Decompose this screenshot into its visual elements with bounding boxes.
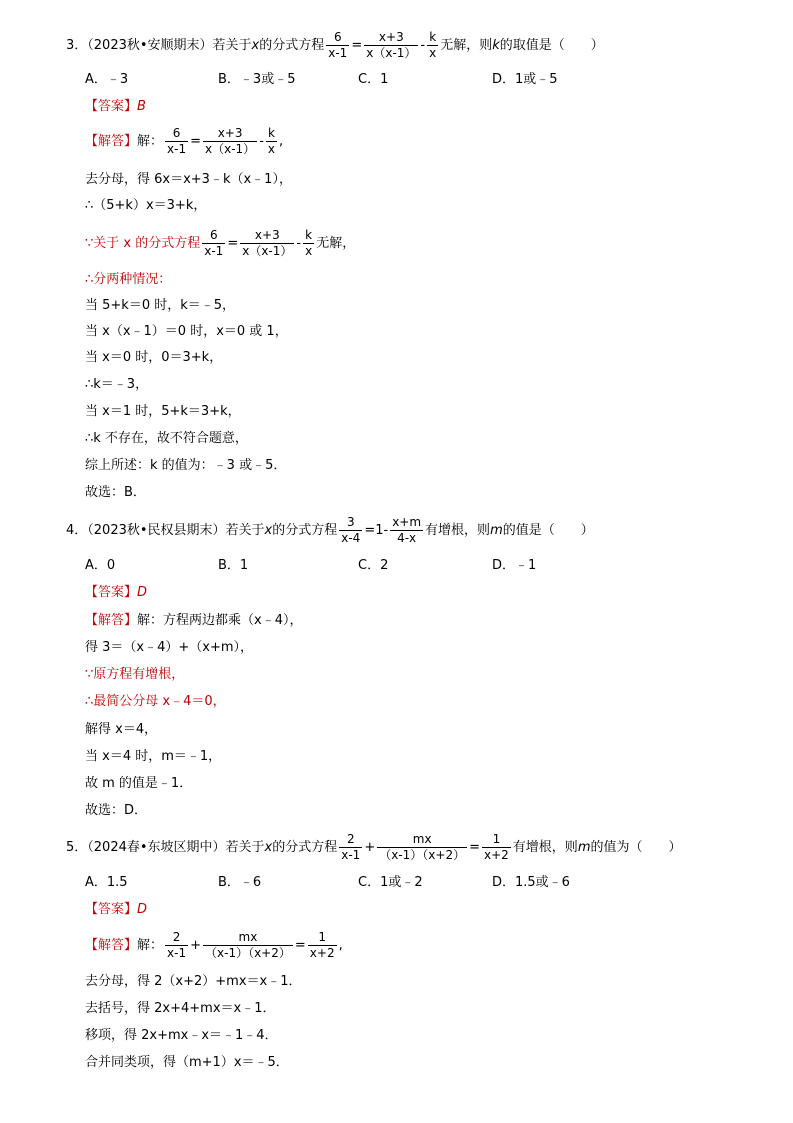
- q5-head: 5．（2024春•东坡区期中）若关于: [66, 840, 265, 855]
- q5-option-b: B．﹣6: [218, 875, 262, 890]
- q4-step-2: 得 3＝（x﹣4）+（x+m），: [85, 640, 254, 655]
- q5-step-3: 移项，得 2x+mx﹣x＝﹣1﹣4．: [85, 1028, 278, 1043]
- q3-option-d: D．1或﹣5: [492, 72, 558, 87]
- q4-tail2: 的值是（ ）: [502, 523, 594, 538]
- var-x: x: [251, 38, 260, 53]
- q5-tail2: 的值为（ ）: [590, 840, 682, 855]
- q3-tail2: 的取值是（ ）: [499, 38, 604, 53]
- q4-step-8: 故选：D．: [85, 803, 148, 818]
- q4-answer: 【答案】D: [85, 585, 148, 600]
- question-4-stem: [66, 515, 594, 545]
- q3-step-5: 当 5+k＝0 时，k＝﹣5，: [85, 298, 236, 313]
- q5-step-4: 合并同类项，得（m+1）x＝﹣5．: [85, 1055, 289, 1070]
- q4-head: 4．（2023秋•民权县期末）若关于: [66, 523, 265, 538]
- q4-option-a: A．0: [85, 558, 116, 573]
- q3-step-8: ∴k＝﹣3，: [85, 377, 149, 392]
- q3-option-a: A．﹣3: [85, 72, 129, 87]
- var-m: m: [577, 840, 591, 855]
- q3-answer: 【答案】B: [85, 99, 146, 114]
- q5-mid: 的分式方程: [272, 840, 338, 855]
- q3-step-12: 故选：B．: [85, 485, 146, 500]
- q4-option-c: C．2: [358, 558, 389, 573]
- var-x: x: [264, 523, 273, 538]
- q4-frac1: $\frac{3}{x-4}$: [341, 515, 361, 545]
- q5-solution-head: 【解答】解： $\frac{2}{x-1}$ + $\frac{mx}{(x-1)(x+2)}$ = $\frac{1}{x+2}$ ,: [85, 930, 343, 960]
- q3-step-9: 当 x＝1 时，5+k＝3+k，: [85, 404, 241, 419]
- q4-step-7: 故 m 的值是﹣1．: [85, 776, 193, 791]
- q3-option-b: B．﹣3或﹣5: [218, 72, 296, 87]
- q5-tail: 有增根，则: [512, 840, 578, 855]
- q3-step-3: ∵关于 x 的分式方程 $\frac{6}{x-1}$ = $\frac{x+3}{x(x-1)}$ - $\frac{k}{x}$ 无解，: [85, 228, 356, 258]
- q4-frac2: $\frac{x+m}{4-x}$: [392, 515, 422, 545]
- q3-solution-head: 【解答】解： $\frac{6}{x-1}$ = $\frac{x+3}{x(x-1)}$ - $\frac{k}{x}$ ,: [85, 126, 284, 156]
- q3-frac3: $\frac{k}{x}$: [429, 30, 437, 60]
- q3-step-4: ∴分两种情况：: [85, 272, 172, 287]
- q5-frac3: $\frac{1}{x+2}$: [484, 832, 509, 862]
- var-m: m: [490, 523, 503, 538]
- var-x: x: [264, 840, 273, 855]
- question-5-stem: 5．（2024春•东坡区期中）若关于x的分式方程 $\frac{2}{x-1}$ + $\frac{mx}{(x-1)(x+2)}$ = $\frac{1}{x+2}$ 有增根，则m的值为（ ）: [66, 832, 682, 862]
- q3-step-10: ∴k 不存在，故不符合题意，: [85, 431, 248, 446]
- q3-step-6: 当 x（x﹣1）＝0 时，x＝0 或 1，: [85, 324, 288, 339]
- q5-step-1: 去分母，得 2（x+2）+mx＝x﹣1．: [85, 974, 302, 989]
- q5-step-2: 去括号，得 2x+4+mx＝x﹣1．: [85, 1001, 276, 1016]
- q3-step-1: 去分母，得 6x＝x+3﹣k（x﹣1），: [85, 172, 292, 187]
- question-3-stem: 3．（2023秋•安顺期末）若关于x的分式方程 $\frac{6}{x-1}$ = $\frac{x+3}{x(x-1)}$ - $\frac{k}{x}$ 无解，则k的取值是（ ）: [66, 30, 604, 60]
- q5-option-a: A．1.5: [85, 875, 128, 890]
- q4-option-b: B．1: [218, 558, 249, 573]
- q4-mid: 的分式方程: [272, 523, 338, 538]
- q3-frac2: $\frac{x+3}{x(x-1)}$: [366, 30, 417, 60]
- q4-step-3: ∵原方程有增根，: [85, 667, 185, 682]
- q5-option-d: D．1.5或﹣6: [492, 875, 570, 890]
- q3-head: 3．（2023秋•安顺期末）若关于: [66, 38, 252, 53]
- q5-answer: 【答案】D: [85, 902, 148, 917]
- q3-frac1: $\frac{6}{x-1}$: [328, 30, 348, 60]
- q4-step-1: 【解答】解：方程两边都乘（x﹣4），: [85, 613, 303, 628]
- q3-step-7: 当 x＝0 时，0＝3+k，: [85, 350, 223, 365]
- q4-step-6: 当 x＝4 时，m＝﹣1，: [85, 749, 222, 764]
- q4-tail: 有增根，则: [425, 523, 491, 538]
- q4-option-d: D．﹣1: [492, 558, 537, 573]
- q3-step-2: ∴（5+k）x＝3+k，: [85, 198, 207, 213]
- q4-step-4: ∴最简公分母 x﹣4＝0，: [85, 694, 226, 709]
- q3-mid: 的分式方程: [259, 38, 325, 53]
- q3-option-c: C．1: [358, 72, 389, 87]
- q5-frac2: $\frac{mx}{(x-1)(x+2)}$: [379, 832, 466, 862]
- q4-step-5: 解得 x＝4，: [85, 722, 158, 737]
- q5-frac1: $\frac{2}{x-1}$: [341, 832, 361, 862]
- var-k: k: [492, 38, 500, 53]
- q5-option-c: C．1或﹣2: [358, 875, 423, 890]
- q3-step-11: 综上所述：k 的值为：﹣3 或﹣5．: [85, 458, 287, 473]
- q4-eq: =1-: [364, 523, 389, 538]
- q3-tail: 无解，则: [440, 38, 493, 53]
